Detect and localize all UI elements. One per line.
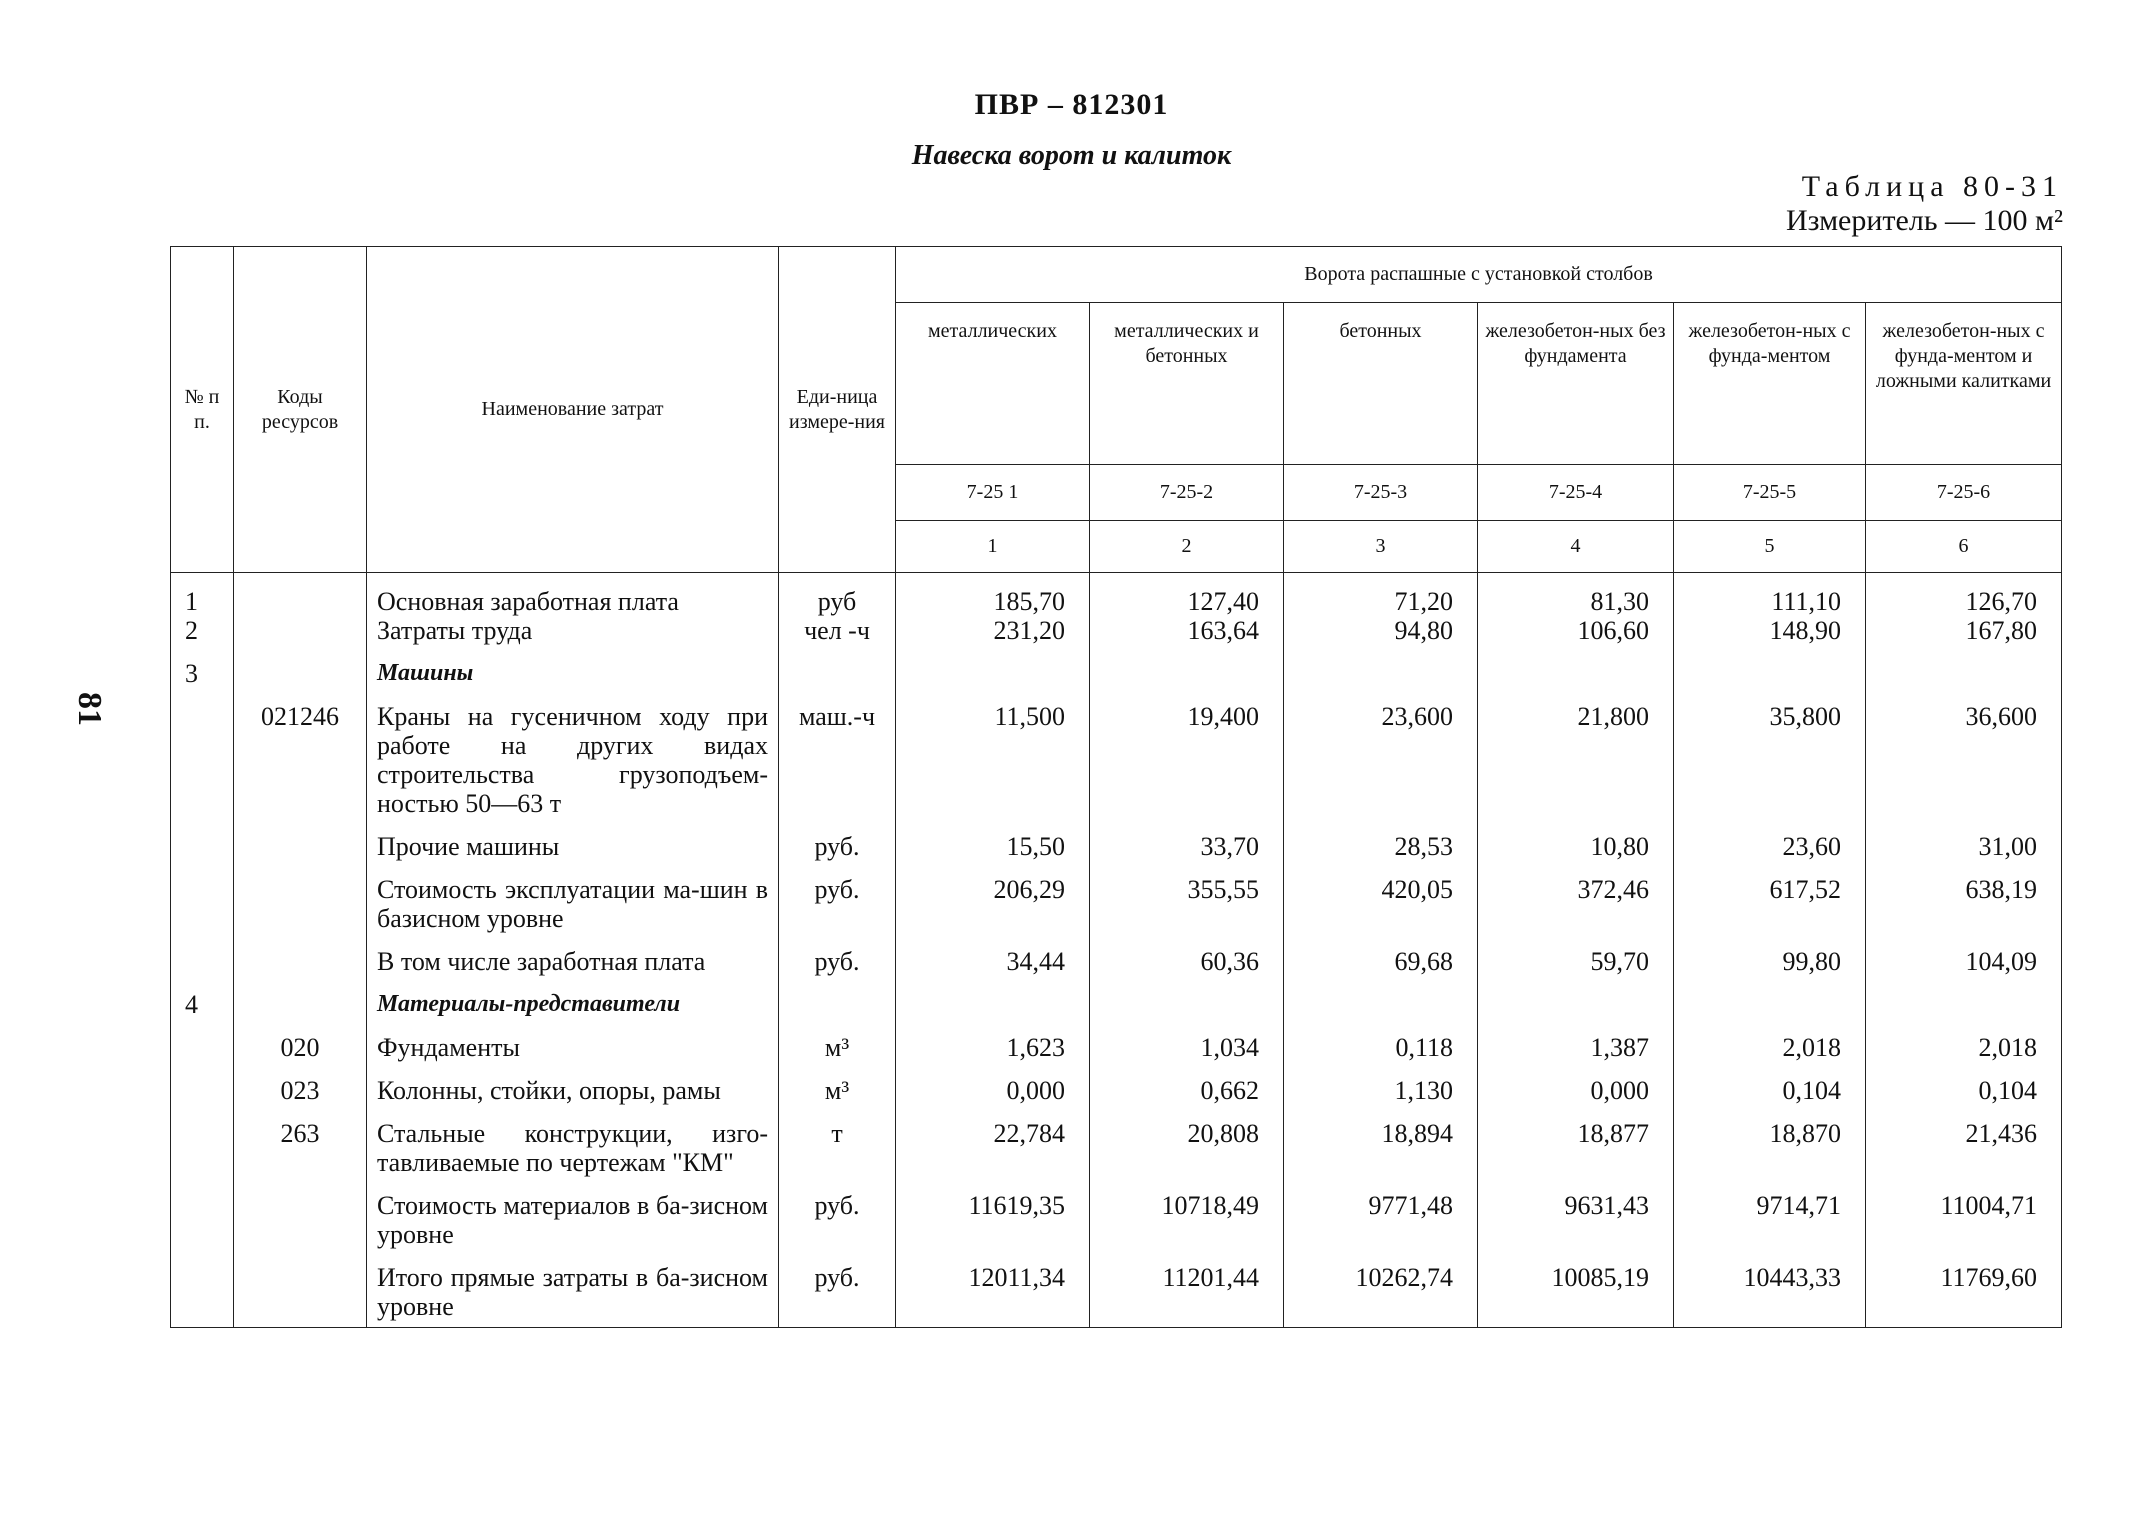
- resource-code: [234, 818, 367, 861]
- value-cell: 18,894: [1284, 1105, 1478, 1177]
- header-col-index: 3: [1284, 521, 1478, 573]
- cost-name: Прочие машины: [367, 818, 779, 861]
- cost-name: В том числе заработная плата: [367, 933, 779, 976]
- value-cell: 372,46: [1478, 861, 1674, 933]
- value-cell: 18,877: [1478, 1105, 1674, 1177]
- value-cell: 104,09: [1866, 933, 2062, 976]
- value-cell: 10262,74: [1284, 1249, 1478, 1328]
- value-cell: 11004,71: [1866, 1177, 2062, 1249]
- header-col-code: 7-25-2: [1090, 465, 1284, 521]
- value-cell: 10,80: [1478, 818, 1674, 861]
- row-number: [171, 1177, 234, 1249]
- table-row: [171, 573, 2062, 646]
- value-cell: 18,870: [1674, 1105, 1866, 1177]
- value-cell: 127,40 163,64: [1090, 573, 1284, 646]
- value-cell: 0,000: [896, 1062, 1090, 1105]
- row-number: [171, 861, 234, 933]
- value-cell: 420,05: [1284, 861, 1478, 933]
- unit: м³: [779, 1019, 896, 1062]
- header-col-index: 5: [1674, 521, 1866, 573]
- value-cell: [1284, 976, 1478, 1019]
- table-row: [171, 1177, 2062, 1249]
- value-cell: [896, 645, 1090, 688]
- unit: руб.: [779, 818, 896, 861]
- value-cell: 23,600: [1284, 688, 1478, 818]
- header-col-title: железобетон-ных с фунда-ментом и ложными калитками: [1866, 303, 2062, 465]
- value-cell: 69,68: [1284, 933, 1478, 976]
- value-cell: 2,018: [1866, 1019, 2062, 1062]
- cost-name: Колонны, стойки, опоры, рамы: [367, 1062, 779, 1105]
- header-col-code: 7-25-4: [1478, 465, 1674, 521]
- resource-code: [234, 573, 367, 646]
- table-label: Таблица 80-31: [1801, 170, 2063, 203]
- value-cell: [1090, 976, 1284, 1019]
- value-cell: 355,55: [1090, 861, 1284, 933]
- value-cell: 9714,71: [1674, 1177, 1866, 1249]
- resource-code: [234, 645, 367, 688]
- value-cell: 11201,44: [1090, 1249, 1284, 1328]
- value-cell: [1478, 645, 1674, 688]
- value-cell: 206,29: [896, 861, 1090, 933]
- resource-code: [234, 1177, 367, 1249]
- cost-name: Итого прямые затраты в ба-зисном уровне: [367, 1249, 779, 1328]
- value-cell: 12011,34: [896, 1249, 1090, 1328]
- table-row: [171, 1062, 2062, 1105]
- cost-name: Фундаменты: [367, 1019, 779, 1062]
- header-col-title: железобетон-ных с фунда-ментом: [1674, 303, 1866, 465]
- document-code: ПВР – 812301: [974, 88, 1169, 121]
- header-col-title: бетонных: [1284, 303, 1478, 465]
- page-number: 81: [71, 692, 108, 726]
- value-cell: [1674, 645, 1866, 688]
- resource-code: [234, 976, 367, 1019]
- value-cell: 81,30 106,60: [1478, 573, 1674, 646]
- row-number: [171, 688, 234, 818]
- value-cell: 126,70 167,80: [1866, 573, 2062, 646]
- cost-name: Стоимость эксплуатации ма-шин в базисном уровне: [367, 861, 779, 933]
- row-number: 1 2: [171, 573, 234, 646]
- row-number: [171, 1019, 234, 1062]
- value-cell: 15,50: [896, 818, 1090, 861]
- value-cell: 59,70: [1478, 933, 1674, 976]
- unit: [779, 976, 896, 1019]
- value-cell: 10718,49: [1090, 1177, 1284, 1249]
- header-col-code: 7-25 1: [896, 465, 1090, 521]
- value-cell: 22,784: [896, 1105, 1090, 1177]
- cost-name: Стальные конструкции, изго-тавливаемые по чертежам "КМ": [367, 1105, 779, 1177]
- table-row: [171, 645, 2062, 688]
- unit: т: [779, 1105, 896, 1177]
- value-cell: 34,44: [896, 933, 1090, 976]
- unit: руб.: [779, 1177, 896, 1249]
- value-cell: 21,800: [1478, 688, 1674, 818]
- cost-name: Краны на гусеничном ходу при работе на других видах строительства грузоподъем-ностью 50—63 т: [367, 688, 779, 818]
- resource-code: 021246: [234, 688, 367, 818]
- value-cell: 0,104: [1674, 1062, 1866, 1105]
- value-cell: 99,80: [1674, 933, 1866, 976]
- row-number: 3: [171, 645, 234, 688]
- section-heading: Материалы-представители: [367, 976, 779, 1019]
- value-cell: 28,53: [1284, 818, 1478, 861]
- header-codes: Коды ресурсов: [234, 247, 367, 573]
- header-col-code: 7-25-5: [1674, 465, 1866, 521]
- row-number: 4: [171, 976, 234, 1019]
- unit: руб чел -ч: [779, 573, 896, 646]
- table-row: [171, 976, 2062, 1019]
- resource-code: 263: [234, 1105, 367, 1177]
- value-cell: 9631,43: [1478, 1177, 1674, 1249]
- value-cell: 1,130: [1284, 1062, 1478, 1105]
- unit: м³: [779, 1062, 896, 1105]
- value-cell: 0,118: [1284, 1019, 1478, 1062]
- header-group: Ворота распашные с установкой столбов: [896, 247, 2062, 303]
- unit: [779, 645, 896, 688]
- table-row: [171, 933, 2062, 976]
- value-cell: 0,104: [1866, 1062, 2062, 1105]
- value-cell: 9771,48: [1284, 1177, 1478, 1249]
- value-cell: [1866, 645, 2062, 688]
- unit: руб.: [779, 1249, 896, 1328]
- header-col-code: 7-25-3: [1284, 465, 1478, 521]
- header-col-title: железобетон-ных без фундамента: [1478, 303, 1674, 465]
- value-cell: 0,000: [1478, 1062, 1674, 1105]
- value-cell: 33,70: [1090, 818, 1284, 861]
- header-name: Наименование затрат: [367, 247, 779, 573]
- value-cell: 23,60: [1674, 818, 1866, 861]
- value-cell: 71,20 94,80: [1284, 573, 1478, 646]
- row-number: [171, 1062, 234, 1105]
- header-col-title: металлических: [896, 303, 1090, 465]
- resource-code: 020: [234, 1019, 367, 1062]
- header-col-index: 1: [896, 521, 1090, 573]
- value-cell: 31,00: [1866, 818, 2062, 861]
- value-cell: [1090, 645, 1284, 688]
- table-row: [171, 1249, 2062, 1328]
- value-cell: 10085,19: [1478, 1249, 1674, 1328]
- row-number: [171, 1249, 234, 1328]
- value-cell: [1866, 976, 2062, 1019]
- document-subtitle: Навеска ворот и калиток: [911, 140, 1232, 171]
- header-col-title: металлических и бетонных: [1090, 303, 1284, 465]
- header-col-index: 2: [1090, 521, 1284, 573]
- value-cell: 20,808: [1090, 1105, 1284, 1177]
- value-cell: 185,70 231,20: [896, 573, 1090, 646]
- header-col-index: 4: [1478, 521, 1674, 573]
- value-cell: 11769,60: [1866, 1249, 2062, 1328]
- value-cell: [1674, 976, 1866, 1019]
- value-cell: 35,800: [1674, 688, 1866, 818]
- resource-code: [234, 933, 367, 976]
- value-cell: [896, 976, 1090, 1019]
- table-body: [171, 573, 2062, 1328]
- value-cell: 1,034: [1090, 1019, 1284, 1062]
- resource-code: 023: [234, 1062, 367, 1105]
- header-num: № п п.: [171, 247, 234, 573]
- value-cell: 60,36: [1090, 933, 1284, 976]
- section-heading: Машины: [367, 645, 779, 688]
- value-cell: [1478, 976, 1674, 1019]
- unit: руб.: [779, 933, 896, 976]
- cost-name: Основная заработная плата Затраты труда: [367, 573, 779, 646]
- header-col-index: 6: [1866, 521, 2062, 573]
- value-cell: 19,400: [1090, 688, 1284, 818]
- value-cell: [1284, 645, 1478, 688]
- table-row: [171, 688, 2062, 818]
- value-cell: 11,500: [896, 688, 1090, 818]
- row-number: [171, 933, 234, 976]
- table-row: [171, 1019, 2062, 1062]
- header-unit: Еди-ница измере-ния: [779, 247, 896, 573]
- unit: руб.: [779, 861, 896, 933]
- table-row: [171, 1105, 2062, 1177]
- value-cell: 1,387: [1478, 1019, 1674, 1062]
- table-row: [171, 861, 2062, 933]
- value-cell: 111,10 148,90: [1674, 573, 1866, 646]
- value-cell: 0,662: [1090, 1062, 1284, 1105]
- value-cell: 1,623: [896, 1019, 1090, 1062]
- value-cell: 36,600: [1866, 688, 2062, 818]
- resource-code: [234, 1249, 367, 1328]
- cost-table: [170, 246, 2062, 1328]
- row-number: [171, 818, 234, 861]
- unit: маш.-ч: [779, 688, 896, 818]
- value-cell: 10443,33: [1674, 1249, 1866, 1328]
- value-cell: 11619,35: [896, 1177, 1090, 1249]
- value-cell: 638,19: [1866, 861, 2062, 933]
- resource-code: [234, 861, 367, 933]
- table-row: [171, 818, 2062, 861]
- header-col-code: 7-25-6: [1866, 465, 2062, 521]
- value-cell: 21,436: [1866, 1105, 2062, 1177]
- value-cell: 2,018: [1674, 1019, 1866, 1062]
- value-cell: 617,52: [1674, 861, 1866, 933]
- row-number: [171, 1105, 234, 1177]
- table-measure: Измеритель — 100 м²: [1785, 204, 2063, 237]
- cost-name: Стоимость материалов в ба-зисном уровне: [367, 1177, 779, 1249]
